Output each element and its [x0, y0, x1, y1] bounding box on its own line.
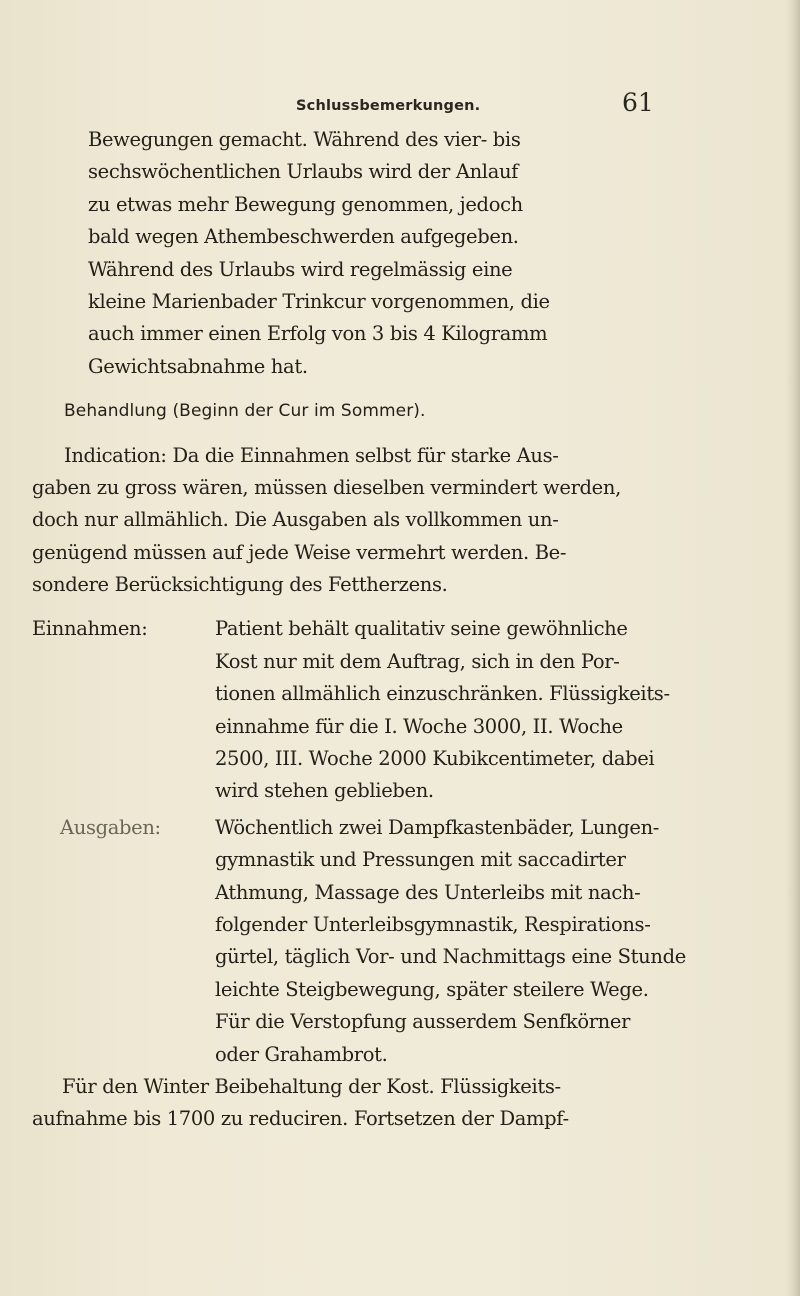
text-line: kleine Marienbader Trinkcur vorgenommen, die: [88, 289, 550, 313]
text-line: [32, 812, 688, 844]
text-line-content: Wöchentlich zwei Dampfkastenbäder, Lungen-: [215, 815, 660, 839]
text-line: Indication: Da die Einnahmen selbst für starke Aus-: [64, 443, 559, 467]
body-text: [32, 124, 688, 1136]
text-line: gymnastik und Pressungen mit saccadirter: [215, 848, 626, 872]
text-line: [32, 613, 688, 645]
text-line: zu etwas mehr Bewegung genommen, jedoch: [88, 192, 523, 216]
text-line-content: Patient behält qualitativ seine gewöhnliche: [215, 617, 628, 641]
ausgaben-label: Ausgaben:: [60, 815, 161, 839]
text-line: Für den Winter Beibehaltung der Kost. Flüssigkeits-: [62, 1074, 561, 1098]
text-line: wird stehen geblieben.: [215, 779, 434, 803]
spacer: [88, 601, 688, 613]
text-line: tionen allmählich einzuschränken. Flüssigkeits-: [215, 682, 670, 706]
einnahmen-label: Einnahmen:: [32, 617, 148, 641]
page-edge-shadow: [786, 0, 800, 1296]
page-number: 61: [622, 88, 654, 117]
text-line: bald wegen Athembeschwerden aufgegeben.: [88, 225, 519, 249]
text-line: folgender Unterleibsgymnastik, Respirations-: [215, 912, 651, 936]
indication-paragraph: [32, 440, 688, 602]
text-line: oder Grahambrot.: [215, 1042, 388, 1066]
page-header: [0, 88, 800, 122]
text-line: Gewichtsabnahme hat.: [88, 354, 308, 378]
text-line: Athmung, Massage des Unterleibs mit nach-: [215, 880, 641, 904]
text-line: sondere Berücksichtigung des Fettherzens.: [32, 573, 448, 597]
text-line: auch immer einen Erfolg von 3 bis 4 Kilogramm: [88, 322, 548, 346]
running-title: Schlussbemerkungen.: [296, 98, 481, 114]
text-line: Bewegungen gemacht. Während des vier- bis: [88, 128, 521, 151]
text-line: sechswöchentlichen Urlaubs wird der Anlauf: [88, 160, 519, 184]
ausgaben-block: [32, 812, 688, 1071]
einnahmen-block: [32, 613, 688, 807]
spacer: [88, 383, 688, 395]
text-line: Kost nur mit dem Auftrag, sich in den Por-: [215, 649, 620, 673]
text-line: gürtel, täglich Vor- und Nachmittags eine Stunde: [215, 945, 686, 969]
text-line: Während des Urlaubs wird regelmässig eine: [88, 257, 513, 281]
text-line: 2500, III. Woche 2000 Kubikcentimeter, dabei: [215, 747, 655, 771]
text-line: gaben zu gross wären, müssen dieselben vermindert werden,: [32, 475, 621, 499]
text-line: aufnahme bis 1700 zu reduciren. Fortsetzen der Dampf-: [32, 1107, 569, 1131]
section-heading: Behandlung (Beginn der Cur im Sommer).: [64, 401, 426, 422]
text-line: Für die Verstopfung ausserdem Senfkörner: [215, 1010, 631, 1034]
text-line: doch nur allmählich. Die Ausgaben als vollkommen un-: [32, 508, 559, 532]
text-line: einnahme für die I. Woche 3000, II. Woche: [215, 714, 623, 738]
text-line: leichte Steigbewegung, später steilere Wege.: [215, 977, 649, 1001]
spacer: [88, 428, 688, 440]
winter-paragraph: [32, 1071, 688, 1136]
text-line: genügend müssen auf jede Weise vermehrt werden. Be-: [32, 540, 567, 564]
